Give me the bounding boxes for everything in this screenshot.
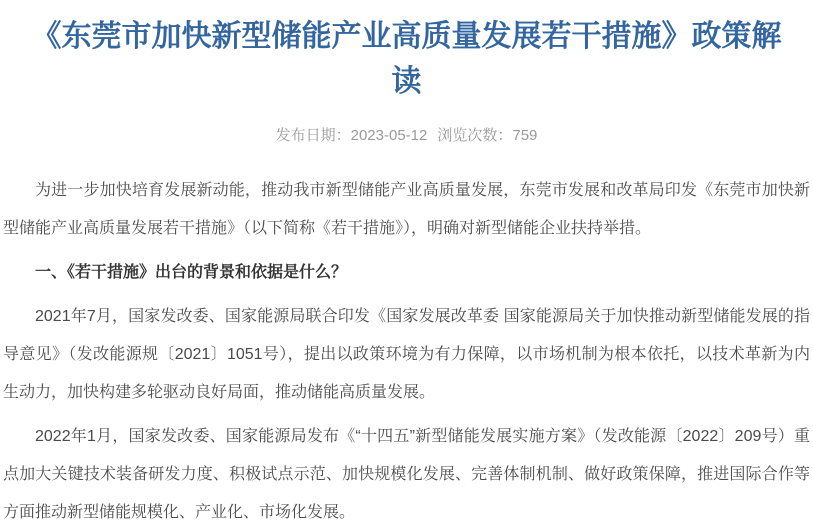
article-meta xyxy=(0,126,813,146)
paragraph-2021-guidance: 2021年7月，国家发改委、国家能源局联合印发《国家发展改革委 国家能源局关于加快推动新型储能发展的指导意见》（发改能源规〔2021〕1051号），提出以政策环境为有力保障，以市场机制为根本依托，以技术革新为内生动力，加快构建多轮驱动良好局面，推动储能高质量发展。 xyxy=(3,308,810,401)
publish-date-value: 2023-05-12 xyxy=(350,127,428,144)
section-heading-background: 一、《若干措施》出台的背景和依据是什么？ xyxy=(35,264,348,281)
page-title: 《东莞市加快新型储能产业高质量发展若干措施》政策解读 xyxy=(31,20,782,98)
article-body xyxy=(0,172,813,524)
publish-date-label: 发布日期： xyxy=(275,127,351,144)
views-label: 浏览次数： xyxy=(437,127,513,144)
policy-article-page xyxy=(0,14,813,524)
views-value: 759 xyxy=(512,127,538,144)
paragraph-2022-plan: 2022年1月，国家发改委、国家能源局发布《“十四五”新型储能发展实施方案》（发改能源〔2022〕209号）重点加大关键技术装备研发力度、积极试点示范、加快规模化发展、完善体制机制、做好政策保障，推进国际合作等方面推动新型储能规模化、产业化、市场化发展。 xyxy=(3,428,810,521)
paragraph-intro: 为进一步加快培育发展新动能，推动我市新型储能产业高质量发展，东莞市发展和改革局印发《东莞市加快新型储能产业高质量发展若干措施》（以下简称《若干措施》），明确对新型储能企业扶持举措。 xyxy=(3,182,810,237)
